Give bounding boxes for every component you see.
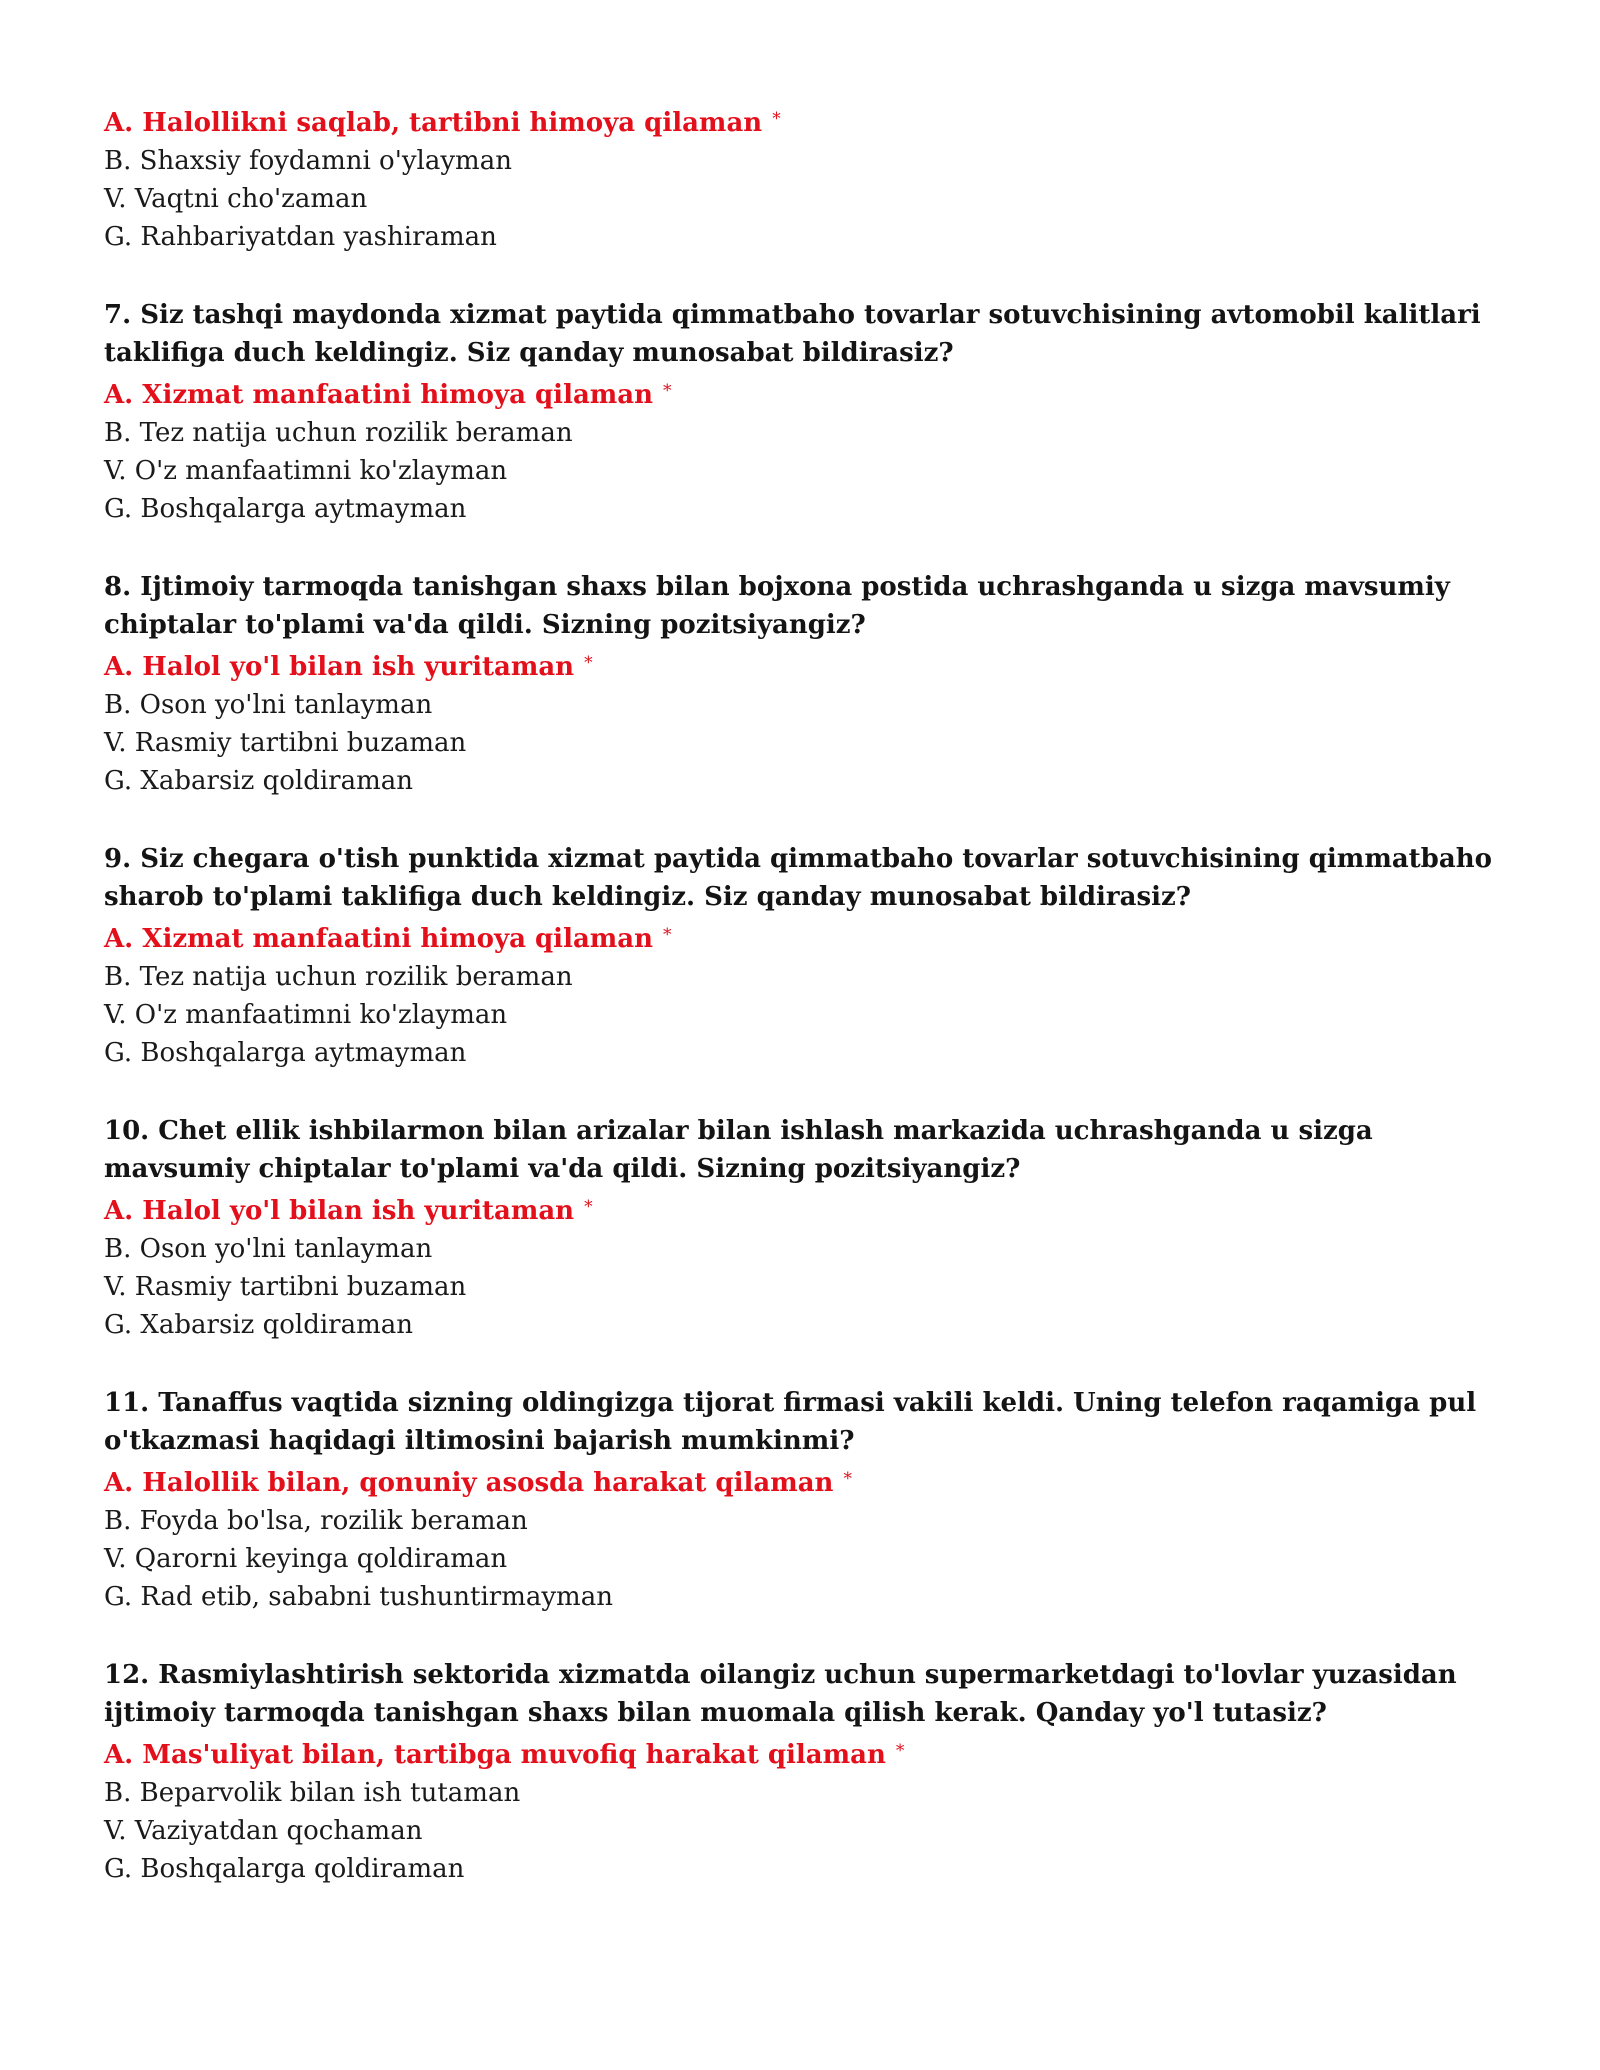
answer-option: B. Beparvolik bilan ish tutaman (104, 1778, 521, 1808)
answer-option-correct: A. Halol yo'l bilan ish yuritaman * (104, 652, 593, 682)
answer-option: G. Boshqalarga aytmayman (104, 494, 467, 524)
answer-option: B. Foyda bo'lsa, rozilik beraman (104, 1506, 528, 1536)
question-text: 11. Tanaffus vaqtida sizning oldingizga tijorat firmasi vakili keldi. Uning telefon raqamiga pul o'tkazmasi haqidagi iltimosini bajarish mumkinmi? (104, 1388, 1477, 1456)
question-text: 8. Ijtimoiy tarmoqda tanishgan shaxs bilan bojxona postida uchrashganda u sizga mavsumiy chiptalar to'plami va'da qildi. Sizning pozitsiyangiz? (104, 572, 1450, 640)
question-text: 10. Chet ellik ishbilarmon bilan arizalar bilan ishlash markazida uchrashganda u sizga mavsumiy chiptalar to'plami va'da qildi. Sizning pozitsiyangiz? (104, 1116, 1373, 1184)
question-text: 9. Siz chegara o'tish punktida xizmat paytida qimmatbaho tovarlar sotuvchisining qimmatbaho sharob to'plami taklifiga duch keldingiz. Siz qanday munosabat bildirasiz? (104, 844, 1492, 912)
answer-option-correct: A. Halollik bilan, qonuniy asosda harakat qilaman * (104, 1468, 852, 1498)
answer-option: V. O'z manfaatimni ko'zlayman (104, 1000, 508, 1030)
answer-option: B. Shaxsiy foydamni o'ylayman (104, 146, 512, 176)
quiz-page (104, 100, 1524, 1888)
answer-option: V. Vaqtni cho'zaman (104, 184, 368, 214)
answer-option: B. Tez natija uchun rozilik beraman (104, 962, 573, 992)
question-9 (104, 840, 1524, 1072)
question-10 (104, 1112, 1524, 1344)
answer-option: G. Xabarsiz qoldiraman (104, 1310, 413, 1340)
correct-marker: * (772, 109, 781, 129)
answer-option: V. Vaziyatdan qochaman (104, 1816, 423, 1846)
question-text: 7. Siz tashqi maydonda xizmat paytida qimmatbaho tovarlar sotuvchisining avtomobil kalitlari taklifiga duch keldingiz. Siz qanday munosabat bildirasiz? (104, 300, 1481, 368)
answer-option-correct: A. Halol yo'l bilan ish yuritaman * (104, 1196, 593, 1226)
answer-option: G. Rahbariyatdan yashiraman (104, 222, 497, 252)
answer-option: G. Rad etib, sababni tushuntirmayman (104, 1582, 613, 1612)
correct-marker: * (584, 653, 593, 673)
answer-option: V. O'z manfaatimni ko'zlayman (104, 456, 508, 486)
answer-option: G. Xabarsiz qoldiraman (104, 766, 413, 796)
question-8 (104, 568, 1524, 800)
answer-option: G. Boshqalarga aytmayman (104, 1038, 467, 1068)
answer-option-correct: A. Mas'uliyat bilan, tartibga muvofiq harakat qilaman * (104, 1740, 905, 1770)
answer-option-correct: A. Xizmat manfaatini himoya qilaman * (104, 380, 672, 410)
answer-option-correct: A. Xizmat manfaatini himoya qilaman * (104, 924, 672, 954)
correct-marker: * (843, 1469, 852, 1489)
correct-marker: * (663, 925, 672, 945)
question-text: 12. Rasmiylashtirish sektorida xizmatda oilangiz uchun supermarketdagi to'lovlar yuzasidan ijtimoiy tarmoqda tanishgan shaxs bilan muomala qilish kerak. Qanday yo'l tutasiz? (104, 1660, 1457, 1728)
answer-option: V. Rasmiy tartibni buzaman (104, 1272, 467, 1302)
question-12 (104, 1656, 1524, 1888)
answer-option: V. Rasmiy tartibni buzaman (104, 728, 467, 758)
question-7 (104, 296, 1524, 528)
answer-option: V. Qarorni keyinga qoldiraman (104, 1544, 508, 1574)
correct-marker: * (663, 381, 672, 401)
answer-option: B. Oson yo'lni tanlayman (104, 1234, 433, 1264)
answer-option: G. Boshqalarga qoldiraman (104, 1854, 465, 1884)
correct-marker: * (584, 1197, 593, 1217)
answer-option: B. Tez natija uchun rozilik beraman (104, 418, 573, 448)
answer-option-correct: A. Halollikni saqlab, tartibni himoya qilaman * (104, 108, 781, 138)
question-11 (104, 1384, 1524, 1616)
correct-marker: * (895, 1741, 905, 1761)
answer-option: B. Oson yo'lni tanlayman (104, 690, 433, 720)
question-6-answers (104, 100, 1524, 256)
